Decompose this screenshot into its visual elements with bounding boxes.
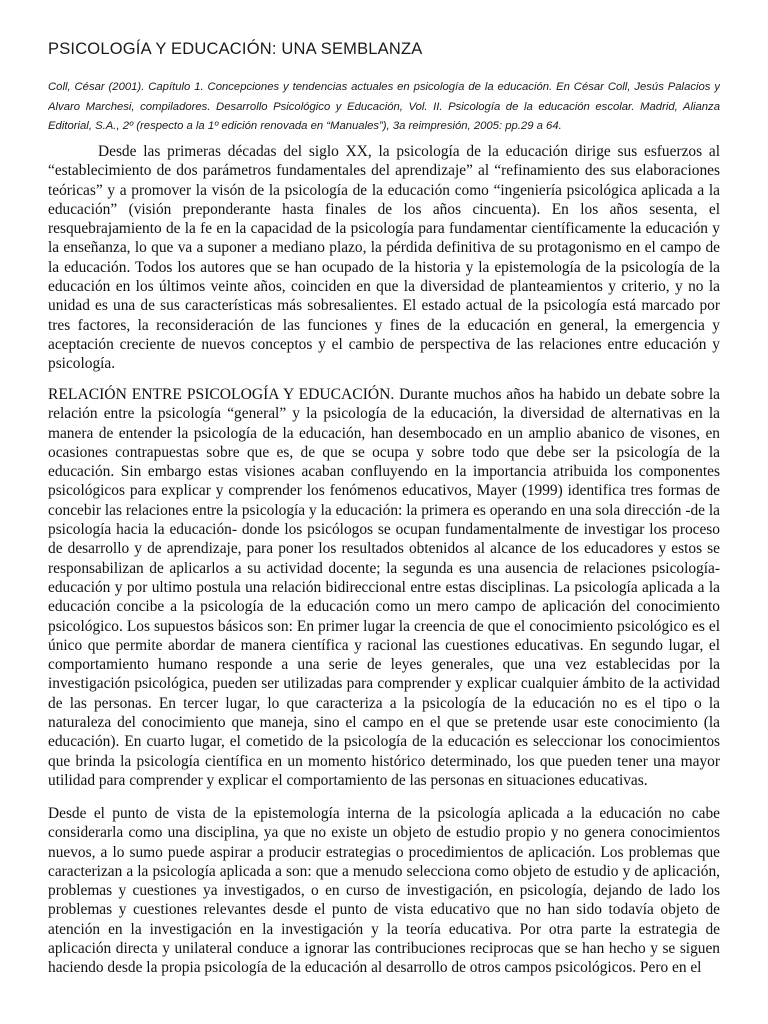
paragraph-intro: Desde las primeras décadas del siglo XX, la psicología de la educación dirige sus esfuerzos al “establecimiento de dos parámetros fundamentales del aprendizaje” al “refinamiento des sus elaboraciones teóricas” y a promover la visón de la psicología de la educación como “ingeniería psicológica aplicada a la educación” (visión preponderante hasta finales de los años cincuenta). En los años sesenta, el resquebrajamiento de la fe en la capacidad de la psicología para fundamentar científicamente la educación y la enseñanza, lo que va a suponer a mediano plazo, la pérdida definitiva de su protagonismo en el campo de la educación. Todos los autores que se han ocupado de la historia y la epistemología de la psicología de la educación en los últimos veinte años, coinciden en que la diversidad de planteamientos y criterio, y no la unidad es una de sus características más sobresalientes. El estado actual de la psicología está marcado por tres factores, la reconsideración de las funciones y fines de la educación en general, la emergencia y aceptación creciente de nuevos conceptos y el cambio de perspectiva de las relaciones entre educación y psicología. bbox=[48, 143, 720, 373]
section-heading-relation: RELACIÓN ENTRE PSICOLOGÍA Y EDUCACIÓN. bbox=[48, 386, 395, 403]
document-page bbox=[48, 0, 720, 1024]
paragraph-relation-body: Durante muchos años ha habido un debate sobre la relación entre la psicología “general” y la psicología de la educación, la diversidad de alternativas en la manera de entender la psicología de la educación, han desembocado en un amplio abanico de visones, en ocasiones contrapuestas sobre que es, de que se ocupa y sobre todo que debe ser la psicología de la educación. Sin embargo estas visiones acaban confluyendo en la importancia atribuida los componentes psicológicos para explicar y comprender los fenómenos educativos, Mayer (1999) identifica tres formas de concebir las relaciones entre la psicología y la educación: la primera es operando en una sola dirección -de la psicología hacia la educación- donde los psicólogos se ocupan fundamentalmente de investigar los proceso de desarrollo y de aprendizaje, para poner los resultados obtenidos al alcance de los educadores y estos se responsabilizan de aplicarlos a su actividad docente; la segunda es una ausencia de relaciones psicología-educación y por ultimo postula una relación bidireccional entre estas disciplinas. La psicología aplicada a la educación concibe a la psicología de la educación como un mero campo de aplicación del conocimiento psicológico. Los supuestos básicos son: En primer lugar la creencia de que el conocimiento psicológico es el único que permite abordar de manera científica y racional las cuestiones educativas. En segundo lugar, el comportamiento humano responde a una serie de leyes generales, que una vez establecidas por la investigación psicológica, pueden ser utilizadas para comprender y explicar cualquier ámbito de la actividad de las personas. En tercer lugar, lo que caracteriza a la psicología de la educación no es el tipo o la naturaleza del conocimiento que maneja, sino el campo en el que se pretende usar este conocimiento (la educación). En cuarto lugar, el cometido de la psicología de la educación es seleccionar los conocimientos que brinda la psicología científica en un momento histórico determinado, los que pueden tener una mayor utilidad para comprender y explicar el comportamiento de las personas en situaciones educativas. bbox=[48, 386, 720, 789]
document-title: PSICOLOGÍA Y EDUCACIÓN: UNA SEMBLANZA bbox=[48, 40, 423, 58]
citation-reference: Coll, César (2001). Capítulo 1. Concepciones y tendencias actuales en psicología de la educación. En César Coll, Jesús Palacios y Alvaro Marchesi, compiladores. Desarrollo Psicológico y Educación, Vol. II. Psicología de la educación escolar. Madrid, Alianza Editorial, S.A., 2º (respecto a la 1º edición renovada en “Manuales”), 3a reimpresión, 2005: pp.29 a 64. bbox=[48, 81, 720, 132]
paragraph-epistemology: Desde el punto de vista de la epistemología interna de la psicología aplicada a la educación no cabe considerarla como una disciplina, ya que no existe un objeto de estudio propio y no genera conocimientos nuevos, a lo sumo puede aspirar a producir estrategias o procedimientos de aplicación. Los problemas que caracterizan a la psicología aplicada a son: que a menudo selecciona como objeto de estudio y de aplicación, problemas y cuestiones ya investigados, o en curso de investigación, en psicología, dejando de lado los problemas y cuestiones relevantes desde el punto de vista educativo que no han sido todavía objeto de atención en la investigación en la investigación y la teoría educativa. Por otra parte la estrategia de aplicación directa y unilateral conduce a ignorar las contribuciones reciprocas que se han hecho y se siguen haciendo desde la propia psicología de la educación al desarrollo de otros campos psicológicos. Pero en el bbox=[48, 805, 720, 977]
paragraph-relation bbox=[48, 385, 720, 790]
